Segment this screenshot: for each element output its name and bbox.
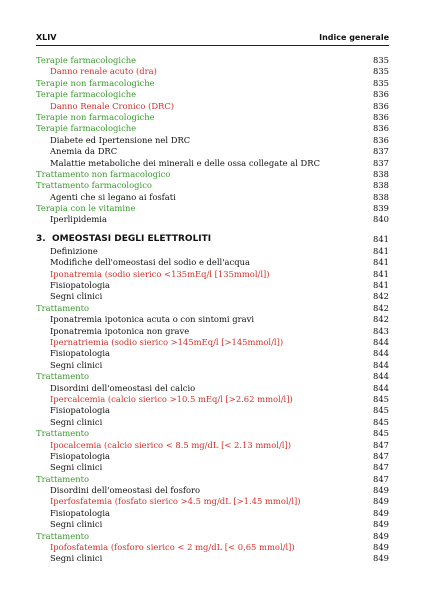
- toc-entry-title: Diabete ed Ipertensione nel DRC: [50, 134, 191, 145]
- toc-entry: [36, 519, 389, 530]
- toc-entry-page: 849: [373, 542, 389, 553]
- toc-entry-page: 842: [373, 314, 389, 325]
- toc-entry-title: Malattie metaboliche dei minerali e delle ossa collegate al DRC: [50, 157, 320, 168]
- toc-entry: [36, 542, 389, 553]
- toc-entry-page: 841: [373, 268, 389, 279]
- toc-entry-page: 840: [373, 214, 389, 225]
- toc-entry: [36, 135, 389, 146]
- toc-entry-page: 847: [373, 462, 389, 473]
- toc-entry-page: 849: [373, 485, 389, 496]
- toc-entry: [36, 496, 389, 507]
- toc-entry-page: 844: [373, 359, 389, 370]
- toc-entries-top: [36, 55, 389, 226]
- toc-entry: [36, 394, 389, 405]
- toc-entry-page: 844: [373, 382, 389, 393]
- toc-entry: [36, 462, 389, 473]
- header-page-number: XLIV: [36, 33, 57, 42]
- toc-entry-title: Fisiopatologia: [50, 348, 111, 359]
- toc-entry-page: 844: [373, 348, 389, 359]
- toc-entry-page: 836: [373, 134, 389, 145]
- toc-entry-title: Fisiopatologia: [50, 450, 111, 461]
- toc-entry-page: 844: [373, 371, 389, 382]
- toc-entry-page: 838: [373, 180, 389, 191]
- toc-entry-title: Segni clinici: [50, 519, 103, 530]
- toc-entry-page: 845: [373, 416, 389, 427]
- toc-entry-title: Segni clinici: [50, 416, 103, 427]
- toc-entry: [36, 326, 389, 337]
- toc-entry-page: 836: [373, 111, 389, 122]
- toc-entry: [36, 146, 389, 157]
- toc-entry: [36, 474, 389, 485]
- toc-entry-page: 845: [373, 405, 389, 416]
- toc-entry: [36, 451, 389, 462]
- toc-entry-title: Iponatremia ipotonica non grave: [50, 325, 190, 336]
- toc-entry: [36, 440, 389, 451]
- toc-entry: [36, 303, 389, 314]
- toc-entry-page: 837: [373, 157, 389, 168]
- toc-entry-title: Ipofosfatemia (fosforo sierico < 2 mg/dL [< 0,65 mmol/l]): [50, 542, 295, 553]
- toc-entry: [36, 280, 389, 291]
- toc-entry: [36, 291, 389, 302]
- toc-entry-title: Fisiopatologia: [50, 280, 111, 291]
- toc-entry-page: 838: [373, 191, 389, 202]
- toc-entry: [36, 428, 389, 439]
- toc-entry-page: 835: [373, 66, 389, 77]
- toc-entry-title: Terapie farmacologiche: [36, 123, 137, 134]
- toc-entry-page: 847: [373, 473, 389, 484]
- toc-entry-title: Segni clinici: [50, 291, 103, 302]
- toc-entry-title: Trattamento farmacologico: [36, 180, 152, 191]
- toc-entry-page: 841: [373, 245, 389, 256]
- toc-entry-page: 842: [373, 302, 389, 313]
- toc-section-heading: [36, 232, 389, 246]
- toc-entry-title: Trattamento: [36, 371, 90, 382]
- toc-entry: [36, 192, 389, 203]
- toc-entry: [36, 78, 389, 89]
- toc-entry-title: Trattamento: [36, 302, 90, 313]
- toc-entry: [36, 337, 389, 348]
- toc-entry-page: 836: [373, 100, 389, 111]
- toc-entries-section: [36, 246, 389, 565]
- toc-entry: [36, 360, 389, 371]
- toc-entry-page: 849: [373, 553, 389, 564]
- toc-entry-page: 838: [373, 168, 389, 179]
- toc-entry-title: Disordini dell'omeostasi del calcio: [50, 382, 196, 393]
- toc-entry-title: Segni clinici: [50, 462, 103, 473]
- toc-entry: [36, 55, 389, 66]
- toc-entry-page: 835: [373, 55, 389, 65]
- toc-entry: [36, 101, 389, 112]
- toc-entry: [36, 257, 389, 268]
- toc-entry: [36, 214, 389, 225]
- toc-entry-page: 835: [373, 77, 389, 88]
- toc-entry-title: Terapie non farmacologiche: [36, 111, 155, 122]
- toc-entry-page: 845: [373, 393, 389, 404]
- toc-entry-page: 844: [373, 336, 389, 347]
- toc-entry-title: Fisiopatologia: [50, 405, 111, 416]
- toc-entry: [36, 405, 389, 416]
- section-number: 3.: [36, 233, 46, 244]
- toc-entry-page: 836: [373, 123, 389, 134]
- toc-entry-title: Agenti che si legano ai fosfati: [50, 191, 176, 202]
- toc-entry: [36, 169, 389, 180]
- toc-entry: [36, 417, 389, 428]
- table-of-contents: [36, 55, 389, 565]
- toc-entry-title: Iponatremia (sodio sierico <135mEq/l [135mmol/l]): [50, 268, 270, 279]
- toc-entry-title: Ipocalcemia (calcio sierico < 8.5 mg/dL [< 2.13 mmol/l]): [50, 439, 291, 450]
- toc-entry-title: Terapie non farmacologiche: [36, 77, 155, 88]
- running-header: [36, 31, 389, 46]
- toc-entry-title: Ipernatriemia (sodio sierico >145mEq/l [>145mmol/l]): [50, 336, 284, 347]
- toc-entry: [36, 203, 389, 214]
- header-title: Indice generale: [319, 33, 389, 42]
- toc-entry-page: 837: [373, 146, 389, 157]
- toc-entry-title: Ipercalcemia (calcio sierico >10.5 mEq/l [>2.62 mmol/l]): [50, 393, 293, 404]
- toc-entry-page: 841: [373, 280, 389, 291]
- toc-entry: [36, 485, 389, 496]
- toc-entry: [36, 158, 389, 169]
- toc-entry: [36, 66, 389, 77]
- toc-entry-title: Terapie farmacologiche: [36, 55, 137, 65]
- toc-entry-title: Trattamento: [36, 473, 90, 484]
- toc-entry: [36, 348, 389, 359]
- toc-entry-page: 849: [373, 496, 389, 507]
- toc-entry-page: 841: [373, 257, 389, 268]
- toc-entry-title: Segni clinici: [50, 553, 103, 564]
- toc-entry-page: 847: [373, 439, 389, 450]
- toc-entry: [36, 269, 389, 280]
- toc-entry-page: 843: [373, 325, 389, 336]
- toc-entry: [36, 508, 389, 519]
- toc-entry: [36, 180, 389, 191]
- toc-entry-title: Iponatremia ipotonica acuta o con sintomi gravi: [50, 314, 255, 325]
- toc-entry: [36, 112, 389, 123]
- toc-entry-page: 845: [373, 428, 389, 439]
- toc-entry: [36, 383, 389, 394]
- toc-entry-title: Iperlipidemia: [50, 214, 107, 225]
- toc-entry-page: 839: [373, 203, 389, 214]
- toc-entry-page: 849: [373, 519, 389, 530]
- toc-entry-title: Iperfosfatemia (fosfato sierico >4.5 mg/dL [>1.45 mmol/l]): [50, 496, 301, 507]
- toc-entry: [36, 246, 389, 257]
- toc-entry-page: 849: [373, 507, 389, 518]
- toc-entry-title: Fisiopatologia: [50, 507, 111, 518]
- toc-entry: [36, 553, 389, 564]
- toc-entry-title: Danno renale acuto (dra): [50, 66, 157, 77]
- section-page: 841: [373, 233, 389, 244]
- toc-entry-title: Trattamento non farmacologico: [36, 168, 171, 179]
- toc-entry-title: Trattamento: [36, 530, 90, 541]
- toc-entry: [36, 314, 389, 325]
- toc-entry-title: Modifiche dell'omeostasi del sodio e dell'acqua: [50, 257, 250, 268]
- toc-entry: [36, 531, 389, 542]
- toc-entry-page: 842: [373, 291, 389, 302]
- toc-entry-page: 849: [373, 530, 389, 541]
- toc-entry: [36, 123, 389, 134]
- toc-entry-title: Terapie farmacologiche: [36, 89, 137, 100]
- toc-entry-page: 847: [373, 450, 389, 461]
- toc-entry-title: Disordini dell'omeostasi del fosforo: [50, 485, 201, 496]
- section-title: OMEOSTASI DEGLI ELETTROLITI: [52, 233, 212, 244]
- toc-entry: [36, 89, 389, 100]
- toc-entry-title: Trattamento: [36, 428, 90, 439]
- toc-entry-page: 836: [373, 89, 389, 100]
- toc-entry-title: Terapia con le vitamine: [36, 203, 136, 214]
- toc-entry-title: Anemia da DRC: [50, 146, 118, 157]
- toc-entry-title: Danno Renale Cronico (DRC): [50, 100, 175, 111]
- toc-entry-title: Segni clinici: [50, 359, 103, 370]
- toc-entry-title: Definizione: [50, 245, 98, 256]
- toc-entry: [36, 371, 389, 382]
